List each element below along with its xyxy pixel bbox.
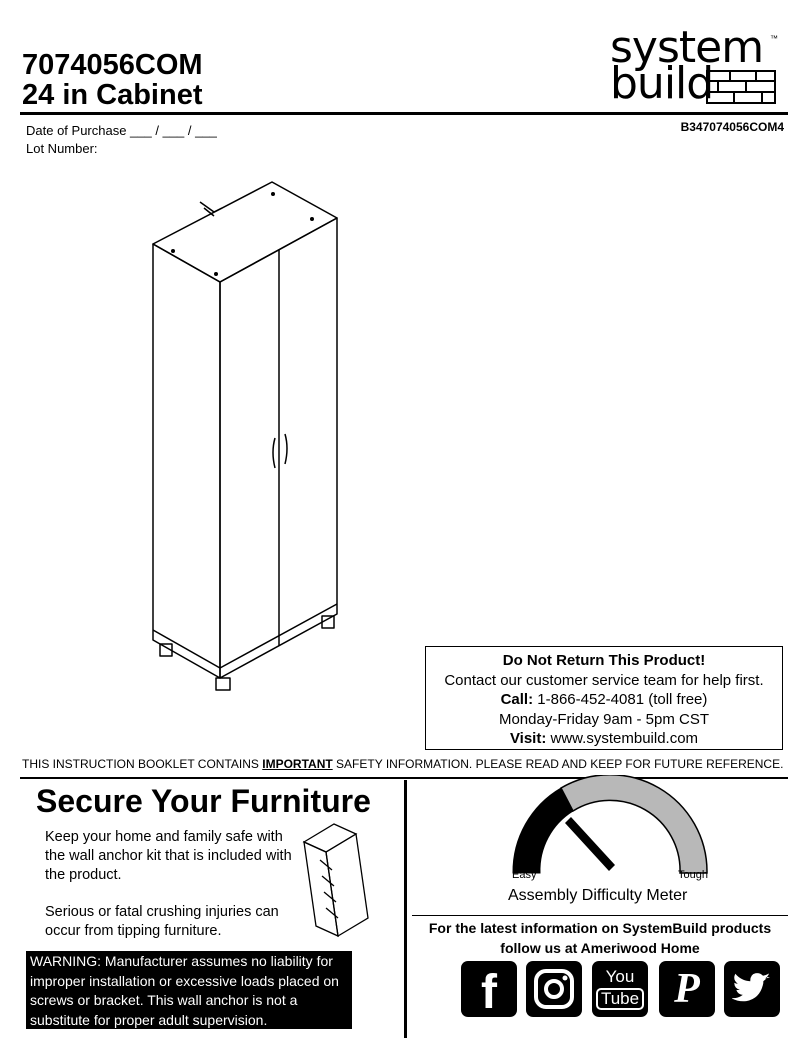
visit-label: Visit:: [509, 730, 547, 748]
facebook-glyph: f: [481, 965, 497, 1019]
instagram-icon[interactable]: [526, 961, 582, 1017]
trademark: ™: [770, 34, 778, 43]
tipping-cabinet-illustration: [298, 820, 378, 938]
website-link: www.systembuild.com: [550, 730, 699, 748]
meter-tough-label: Tough: [678, 869, 708, 881]
meter-title: Assembly Difficulty Meter: [508, 887, 688, 904]
social-rule: [412, 915, 788, 916]
youtube-bottom: Tube: [596, 988, 644, 1010]
meter-needle: [565, 817, 615, 871]
systembuild-logo: [610, 24, 780, 110]
call-label: Call:: [500, 691, 534, 709]
service-hours: Monday-Friday 9am - 5pm CST: [498, 710, 710, 728]
model-number: 7074056COM: [22, 49, 203, 81]
logo-line-2: build: [610, 58, 714, 109]
safety-notice-text-start: THIS INSTRUCTION BOOKLET CONTAINS: [22, 757, 263, 771]
pinterest-icon[interactable]: [659, 961, 715, 1017]
facebook-icon[interactable]: [461, 961, 517, 1017]
do-not-return-heading: Do Not Return This Product!: [502, 652, 706, 669]
phone-number: 1-866-452-4081 (toll free): [537, 691, 708, 709]
youtube-icon[interactable]: [592, 961, 648, 1017]
logo-bricks-icon: [706, 70, 776, 104]
product-name: 24 in Cabinet: [22, 79, 203, 111]
safety-notice-text-end: SAFETY INFORMATION. PLEASE READ AND KEEP FOR FUTURE REFERENCE.: [332, 757, 784, 771]
social-line-1: For the latest information on SystemBuild products: [428, 920, 772, 936]
youtube-top: You: [605, 967, 635, 986]
date-of-purchase: Date of Purchase ___ / ___ / ___: [26, 123, 217, 138]
twitter-icon[interactable]: [724, 961, 780, 1017]
twitter-bird-glyph: [732, 972, 772, 1006]
contact-line: Contact our customer service team for help first.: [444, 671, 764, 689]
customer-service-box: [425, 646, 783, 750]
social-line-2: follow us at Ameriwood Home: [500, 940, 700, 956]
secure-paragraph-1: Keep your home and family safe with the wall anchor kit that is included with the product.: [45, 829, 292, 883]
meter-easy-segment: [513, 788, 573, 873]
column-divider: [404, 780, 407, 1038]
booklet-code: B347074056COM4: [680, 120, 784, 134]
secure-paragraph-2: Serious or fatal crushing injuries can occur from tipping furniture.: [45, 904, 279, 939]
meter-tough-segment: [561, 775, 707, 873]
safety-notice-emphasis: IMPORTANT: [262, 757, 333, 771]
cabinet-illustration: [140, 178, 350, 698]
header-rule: [20, 112, 788, 115]
instagram-glyph: [532, 967, 576, 1011]
lot-number: Lot Number:: [26, 141, 98, 156]
safety-notice: [22, 757, 788, 771]
meter-easy-label: Easy: [512, 869, 537, 881]
pinterest-glyph: P: [674, 966, 700, 1012]
logo-line-1: system: [610, 22, 764, 73]
warning-box: WARNING: Manufacturer assumes no liability for improper installation or excessive loads placed on screws or bracket. This wall anchor is not a substitute for proper adult supervision.: [26, 951, 352, 1029]
secure-heading: Secure Your Furniture: [36, 783, 371, 819]
